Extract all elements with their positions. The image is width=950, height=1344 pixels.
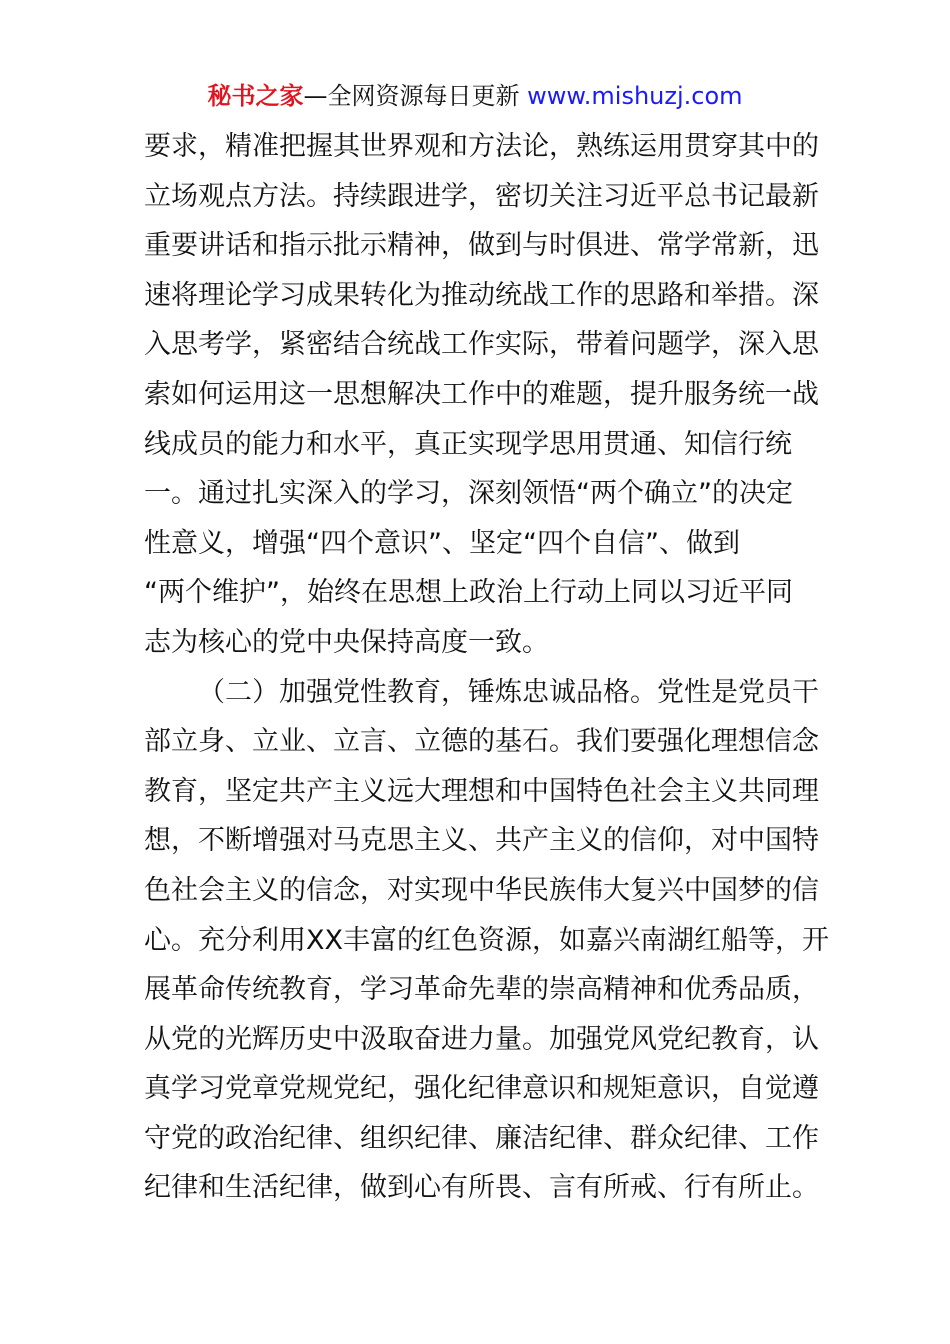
document-body: [144, 122, 829, 1213]
text-line: 要求，精准把握其世界观和方法论，熟练运用贯穿其中的: [144, 131, 819, 162]
text-line: “两个维护”，始终在思想上政治上行动上同以习近平同: [144, 577, 793, 609]
text-line: 立场观点方法。持续跟进学，密切关注习近平总书记最新: [144, 180, 819, 212]
text-line: 索如何运用这一思想解决工作中的难题，提升服务统一战: [144, 378, 819, 410]
text-line: 志为核心的党中央保持高度一致。: [144, 626, 549, 658]
text-line: 重要讲话和指示批示精神，做到与时俱进、常学常新，迅: [144, 230, 819, 262]
text-line: 教育，坚定共产主义远大理想和中国特色社会主义共同理: [144, 775, 819, 807]
text-line: 速将理论学习成果转化为推动统战工作的思路和举措。深: [144, 279, 819, 311]
text-line: 展革命传统教育，学习革命先辈的崇高精神和优秀品质，: [144, 974, 819, 1006]
text-line: 守党的政治纪律、组织纪律、廉洁纪律、群众纪律、工作: [144, 1122, 819, 1154]
text-line: 一。通过扎实深入的学习，深刻领悟“两个确立”的决定: [144, 478, 793, 510]
text-line: 色社会主义的信念，对实现中华民族伟大复兴中国梦的信: [144, 874, 819, 906]
text-line: 纪律和生活纪律，做到心有所畏、言有所戒、行有所止。: [144, 1172, 819, 1204]
header-tagline: —全网资源每日更新: [303, 82, 520, 110]
text-line: 从党的光辉历史中汲取奋进力量。加强党风党纪教育，认: [144, 1023, 819, 1055]
section-heading-line: （二）加强党性教育，锤炼忠诚品格。党性是党员干: [198, 676, 819, 708]
text-line: 性意义，增强“四个意识”、坚定“四个自信”、做到: [144, 527, 740, 559]
text-line: 入思考学，紧密结合统战工作实际，带着问题学，深入思: [144, 329, 819, 361]
text-line: 心。充分利用XX丰富的红色资源，如嘉兴南湖红船等，开: [144, 924, 829, 956]
site-header: [0, 80, 950, 112]
text-line: 线成员的能力和水平，真正实现学思用贯通、知信行统: [144, 428, 792, 460]
text-line: 部立身、立业、立言、立德的基石。我们要强化理想信念: [144, 726, 819, 758]
site-url-link[interactable]: www.mishuzj.com: [527, 82, 743, 110]
brand-name: 秘书之家: [207, 82, 304, 110]
text-line: 想，不断增强对马克思主义、共产主义的信仰，对中国特: [144, 825, 819, 857]
text-line: 真学习党章党规党纪，强化纪律意识和规矩意识，自觉遵: [144, 1073, 819, 1105]
